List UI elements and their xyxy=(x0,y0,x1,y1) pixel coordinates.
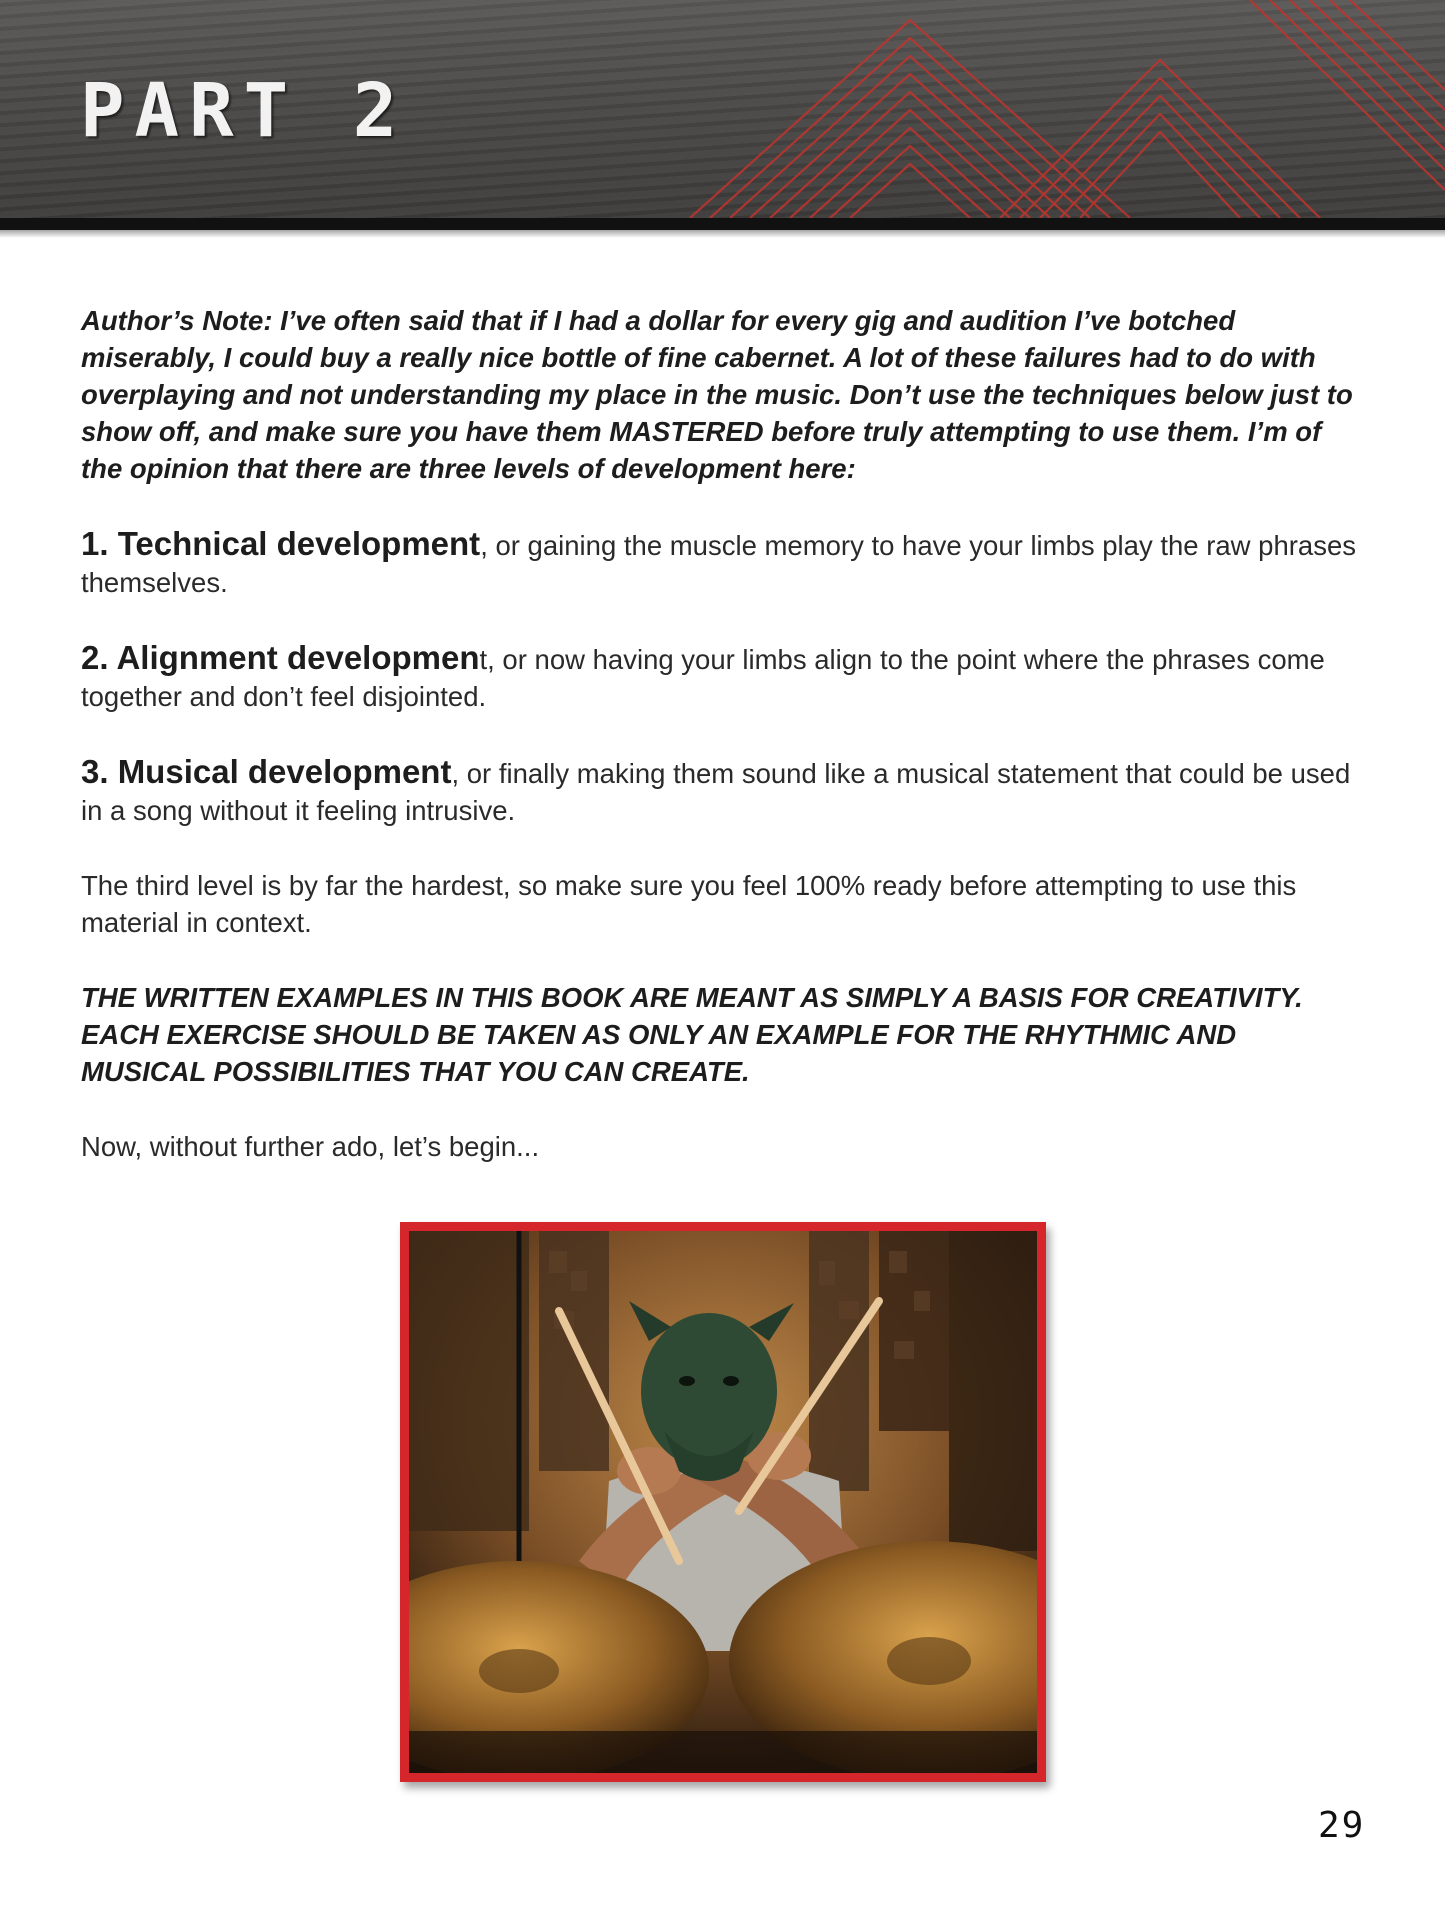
author-note: Author’s Note: I’ve often said that if I had a dollar for every gig and audition I’ve botched miserably, I could buy a really nice bottle of fine cabernet. A lot of these failures had to do with overplaying and not understanding my place in the music. Don’t use the techniques below just to show off, and make sure you have them MASTERED before truly attempting to use them. I’m of the opinion that there are three levels of development here: xyxy=(81,305,1353,484)
level-text: t, or now having your limbs align to the point where the phrases come together and don’t feel disjointed. xyxy=(81,644,1325,712)
level-text: , or finally making them sound like a musical statement that could be used in a song without it feeling intrusive. xyxy=(81,758,1351,826)
header-divider xyxy=(0,218,1445,230)
level-heading: 1. Technical development xyxy=(81,525,481,562)
level-text: , or gaining the muscle memory to have your limbs play the raw phrases themselves. xyxy=(81,530,1356,598)
caps-statement-1: THE WRITTEN EXAMPLES IN THIS BOOK ARE MEANT AS SIMPLY A BASIS FOR CREATIVITY. xyxy=(81,982,1303,1013)
level-heading: 2. Alignment developmen xyxy=(81,639,480,676)
level-item xyxy=(81,525,1366,601)
third-level-note: The third level is by far the hardest, so make sure you feel 100% ready before attempting to use this material in context. xyxy=(81,870,1297,938)
caps-statement-2: EACH EXERCISE SHOULD BE TAKEN AS ONLY AN EXAMPLE FOR THE RHYTHMIC AND MUSICAL POSSIBILITIES THAT YOU CAN CREATE. xyxy=(81,1019,1237,1087)
header-shadow xyxy=(0,230,1445,238)
drummer-photo-illustration xyxy=(409,1231,1037,1773)
closing-line: Now, without further ado, let’s begin... xyxy=(81,1131,540,1162)
level-item xyxy=(81,753,1366,829)
page-number: 29 xyxy=(1318,1805,1366,1846)
level-heading: 3. Musical development xyxy=(81,753,452,790)
drummer-photo xyxy=(400,1222,1046,1782)
level-item xyxy=(81,639,1366,715)
page-header xyxy=(0,0,1445,218)
page-title: PART 2 xyxy=(80,68,408,154)
main-content xyxy=(81,302,1366,1165)
